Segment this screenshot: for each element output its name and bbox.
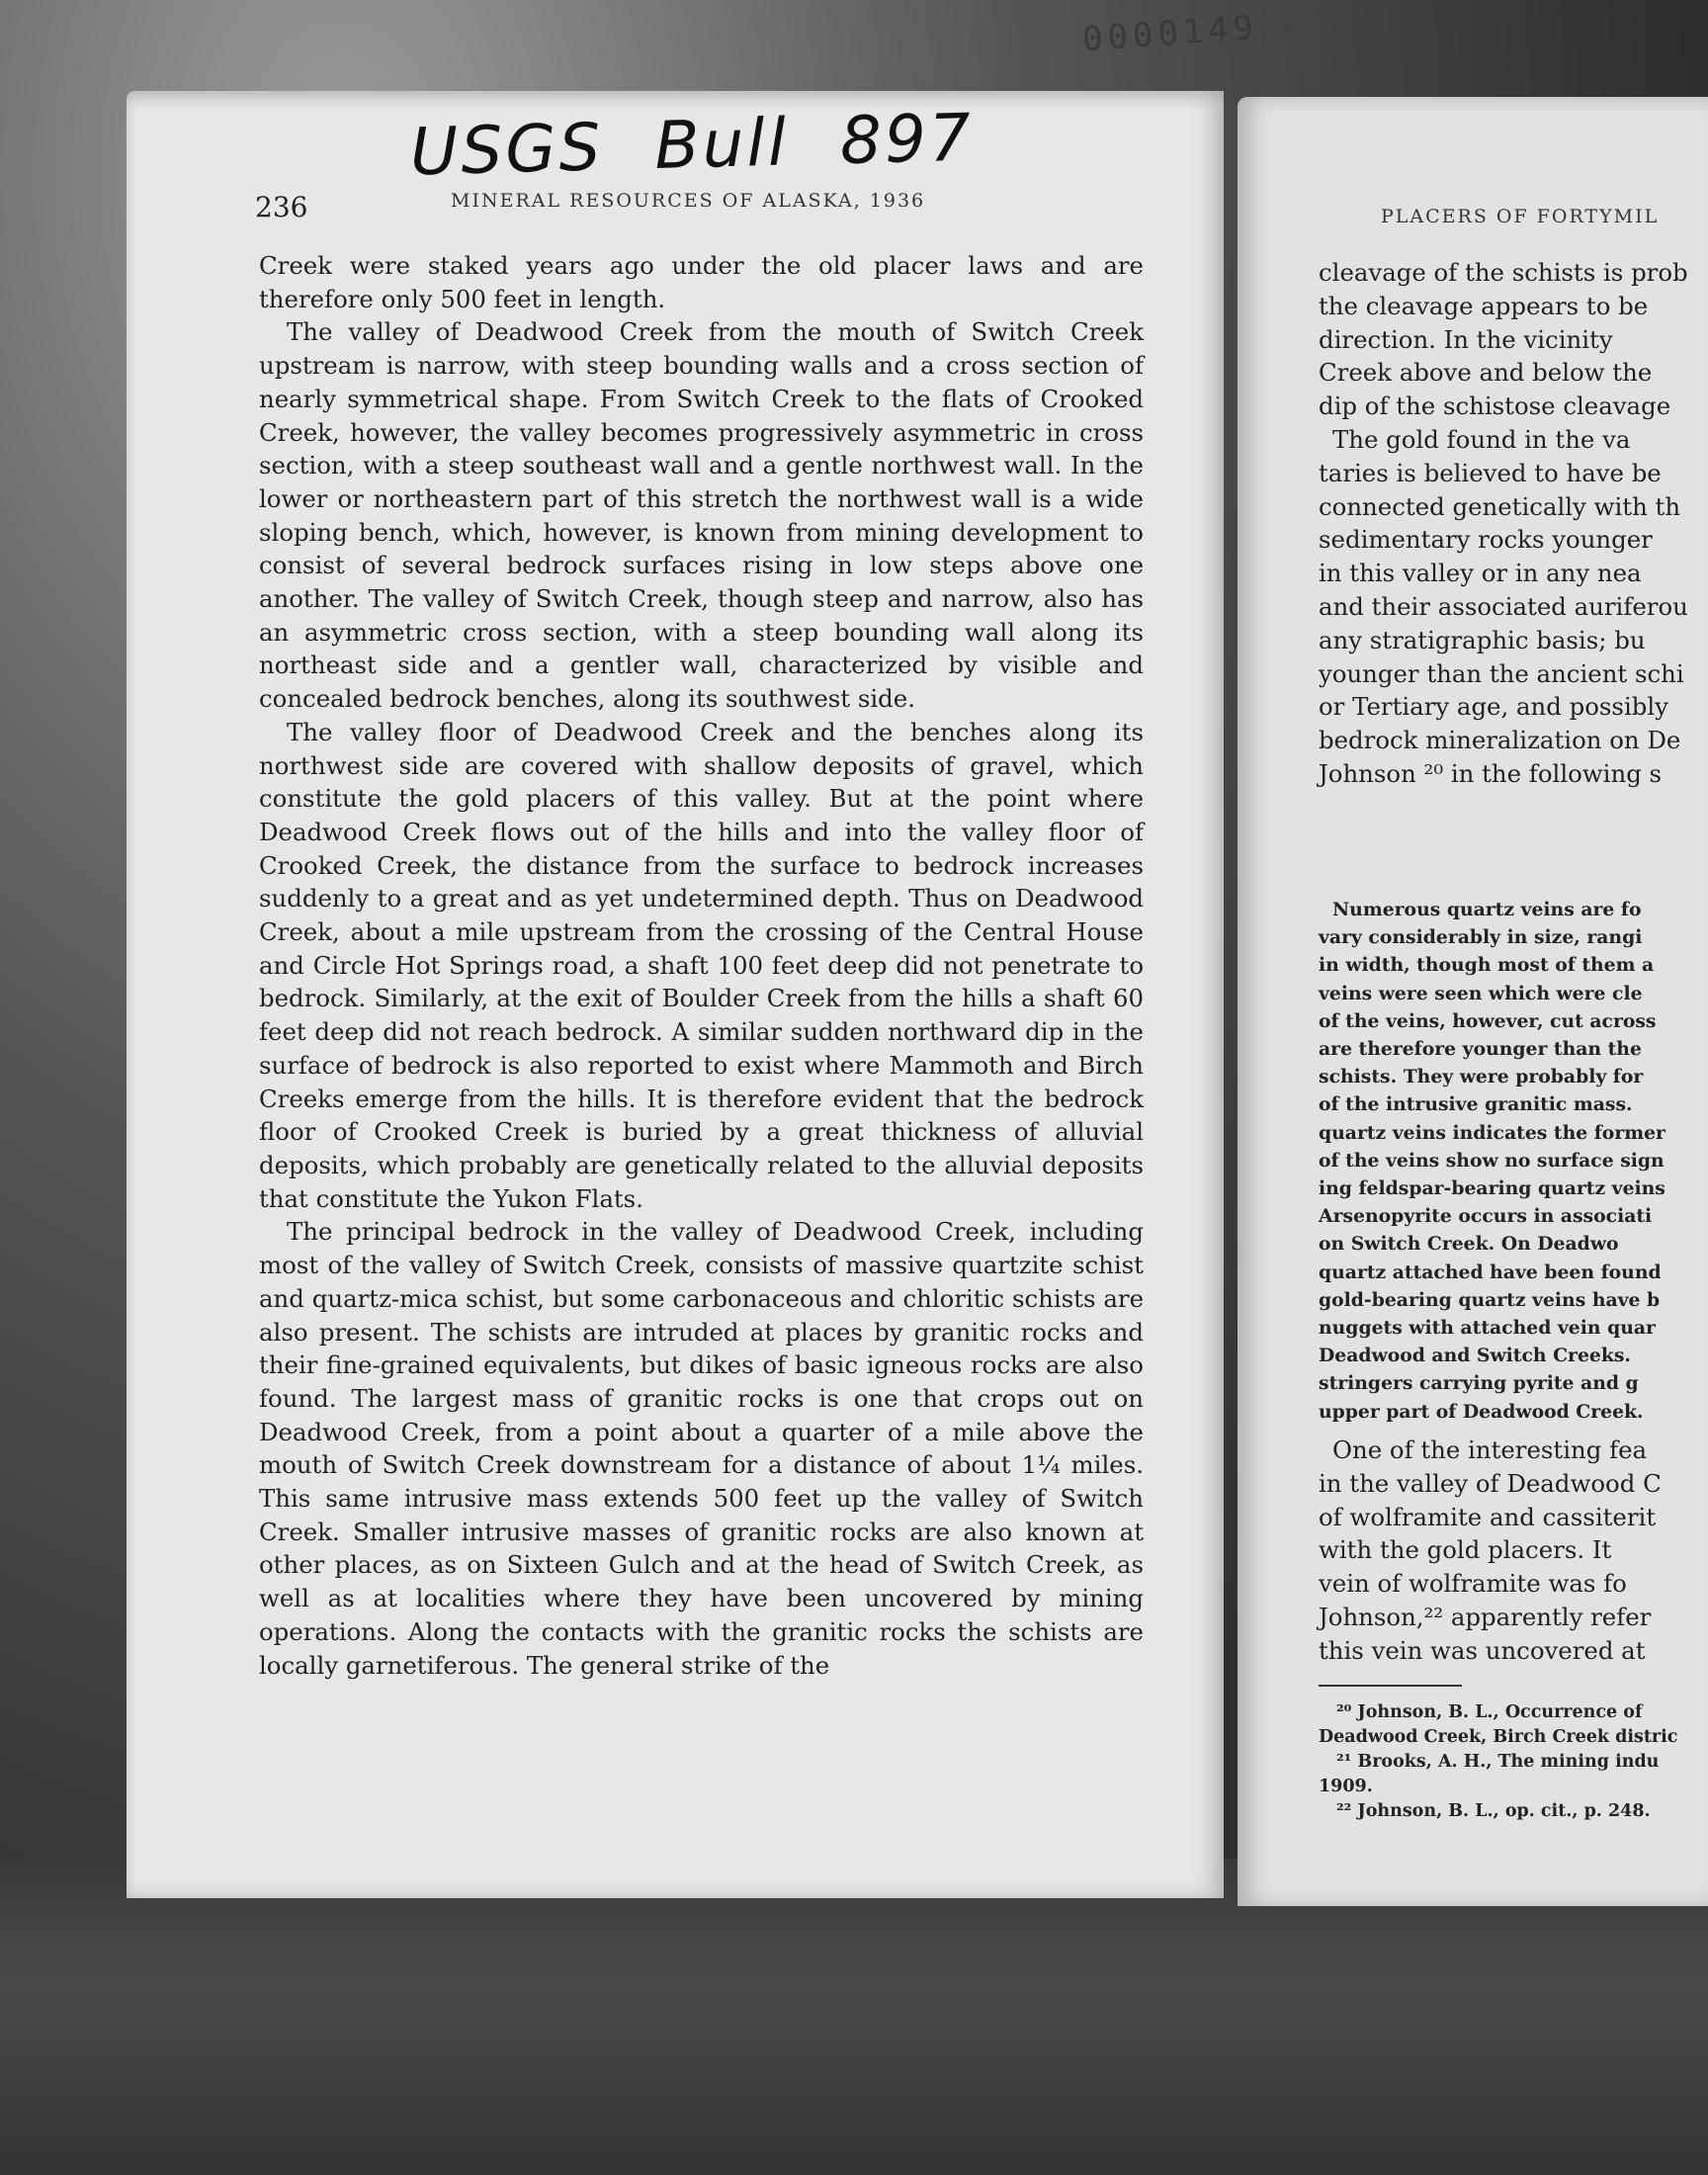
quote-line: nuggets with attached vein quar bbox=[1319, 1317, 1656, 1340]
quote-line: gold-bearing quartz veins have b bbox=[1319, 1288, 1661, 1311]
text-line: bedrock mineralization on De bbox=[1319, 726, 1681, 755]
handwritten-note: USGS Bull 897 bbox=[409, 99, 975, 191]
right-body-text bbox=[1319, 256, 1688, 791]
left-page-body bbox=[259, 249, 1144, 1682]
footnote-line: 1909. bbox=[1319, 1777, 1373, 1796]
quote-line: in width, though most of them a bbox=[1319, 954, 1655, 977]
text-line: any stratigraphic basis; bu bbox=[1319, 625, 1646, 654]
text-line: of wolframite and cassiterit bbox=[1319, 1502, 1657, 1531]
paragraph: The valley of Deadwood Creek from the mouth of Switch Creek upstream is narrow, with steep bounding walls and a cross section of nearly symmetrical shape. From Switch Creek to the flats of Crooked Creek, however, the valley becomes progressively asymmetric in cross section, with a steep southeast wall and a gentle northwest wall. In the lower or northeastern part of this stretch the northwest wall is a wide sloping bench, which, however, is known from mining development to consist of several bedrock surfaces rising in low steps above one another. The valley of Switch Creek, though steep and narrow, also has an asymmetric cross section, with a steep bounding wall along its northeast side and a gentler wall, characterized by visible and concealed bedrock benches, along its southwest side. bbox=[259, 317, 1144, 714]
text-line: Creek above and below the bbox=[1319, 358, 1653, 388]
quote-line: vary considerably in size, rangi bbox=[1319, 926, 1643, 949]
quote-line: Arsenopyrite occurs in associati bbox=[1319, 1205, 1653, 1228]
text-line: with the gold placers. It bbox=[1319, 1535, 1612, 1565]
quote-line: Deadwood and Switch Creeks. bbox=[1319, 1345, 1631, 1367]
quote-line: on Switch Creek. On Deadwo bbox=[1319, 1233, 1619, 1256]
text-line: direction. In the vicinity bbox=[1319, 324, 1613, 354]
quote-line: upper part of Deadwood Creek. bbox=[1319, 1400, 1644, 1423]
quoted-passage bbox=[1319, 896, 1665, 1426]
text-line: One of the interesting fea bbox=[1332, 1436, 1648, 1464]
text-line: The gold found in the va bbox=[1332, 424, 1631, 454]
footnote-line: ²¹ Brooks, A. H., The mining indu bbox=[1336, 1752, 1660, 1772]
text-line: cleavage of the schists is prob bbox=[1319, 258, 1688, 287]
quote-line: stringers carrying pyrite and g bbox=[1319, 1372, 1639, 1395]
footnote-line: Deadwood Creek, Birch Creek distric bbox=[1319, 1727, 1678, 1747]
quote-line: Numerous quartz veins are fo bbox=[1332, 899, 1642, 920]
footnote-line: ²² Johnson, B. L., op. cit., p. 248. bbox=[1336, 1801, 1651, 1821]
paragraph: Creek were staked years ago under the old placer laws and are therefore only 500 feet in length. bbox=[259, 251, 1144, 313]
paragraph: The valley floor of Deadwood Creek and the benches along its northwest side are covered with shallow deposits of gravel, which constitute the gold placers of this valley. But at the point where Deadwood Creek flows out of the hills and into the valley floor of Crooked Creek, the distance from the surface to bedrock increases suddenly to a great and as yet undetermined depth. Thus on Deadwood Creek, about a mile upstream from the crossing of the Central House and Circle Hot Springs road, a shaft 100 feet deep did not penetrate to bedrock. Similarly, at the exit of Boulder Creek from the hills a shaft 60 feet deep did not reach bedrock. A similar sudden northward dip in the surface of bedrock is also reported to exist where Mammoth and Birch Creeks emerge from the hills. It is therefore evident that the bedrock floor of Crooked Creek is buried by a great thickness of alluvial deposits, which probably are genetically related to the alluvial deposits that constitute the Yukon Flats. bbox=[259, 717, 1144, 1213]
text-line: Johnson,²² apparently refer bbox=[1319, 1602, 1652, 1631]
quote-line: of the veins show no surface sign bbox=[1319, 1149, 1665, 1172]
footnote-line: ²⁰ Johnson, B. L., Occurrence of bbox=[1336, 1702, 1643, 1722]
quote-line: are therefore younger than the bbox=[1319, 1038, 1642, 1061]
text-line: sedimentary rocks younger bbox=[1319, 525, 1653, 555]
quote-line: schists. They were probably for bbox=[1319, 1066, 1644, 1088]
text-line: and their associated auriferou bbox=[1319, 591, 1688, 621]
text-line: connected genetically with th bbox=[1319, 491, 1681, 521]
page-number: 236 bbox=[255, 191, 308, 223]
quote-line: quartz attached have been found bbox=[1319, 1261, 1662, 1283]
footnotes bbox=[1319, 1700, 1677, 1824]
text-line: taries is believed to have be bbox=[1319, 458, 1662, 487]
quote-line: ing feldspar-bearing quartz veins bbox=[1319, 1177, 1665, 1200]
running-head: MINERAL RESOURCES OF ALASKA, 1936 bbox=[451, 190, 926, 212]
text-line: this vein was uncovered at bbox=[1319, 1635, 1646, 1665]
text-line: Johnson ²⁰ in the following s bbox=[1319, 758, 1663, 788]
text-line: or Tertiary age, and possibly bbox=[1319, 692, 1668, 722]
footnote-divider bbox=[1319, 1685, 1462, 1687]
quote-line: quartz veins indicates the former bbox=[1319, 1121, 1665, 1144]
archive-stamp: 0000149 bbox=[1080, 7, 1260, 60]
paragraph: The principal bedrock in the valley of Deadwood Creek, including most of the valley of Switch Creek, consists of massive quartzite schist and quartz-mica schist, but some carbonaceous and chloritic schists are also present. The schists are intruded at places by granitic rocks and their fine-grained equivalents, but dikes of basic igneous rocks are also found. The largest mass of granitic rocks is one that crops out on Deadwood Creek, from a point about a quarter of a mile above the mouth of Switch Creek downstream for a distance of about 1¼ miles. This same intrusive mass extends 500 feet up the valley of Switch Creek. Smaller intrusive masses of granitic rocks are also known at other places, as on Sixteen Gulch and at the head of Switch Creek, as well as at localities where they have been uncovered by mining operations. Along the contacts with the granitic rocks the schists are locally garnetiferous. The general strike of the bbox=[259, 1217, 1144, 1680]
text-line: younger than the ancient schi bbox=[1319, 658, 1684, 688]
text-line: the cleavage appears to be bbox=[1319, 291, 1649, 320]
text-line: in the valley of Deadwood C bbox=[1319, 1468, 1662, 1498]
quote-line: veins were seen which were cle bbox=[1319, 982, 1643, 1004]
right-body-text-continued bbox=[1319, 1434, 1662, 1668]
quote-line: of the intrusive granitic mass. bbox=[1319, 1093, 1633, 1116]
text-line: dip of the schistose cleavage bbox=[1319, 392, 1671, 421]
text-line: vein of wolframite was fo bbox=[1319, 1569, 1627, 1599]
right-page bbox=[1238, 97, 1708, 1906]
text-line: in this valley or in any nea bbox=[1319, 559, 1642, 588]
quote-line: of the veins, however, cut across bbox=[1319, 1009, 1657, 1032]
right-running-head: PLACERS OF FORTYMIL bbox=[1381, 206, 1660, 227]
